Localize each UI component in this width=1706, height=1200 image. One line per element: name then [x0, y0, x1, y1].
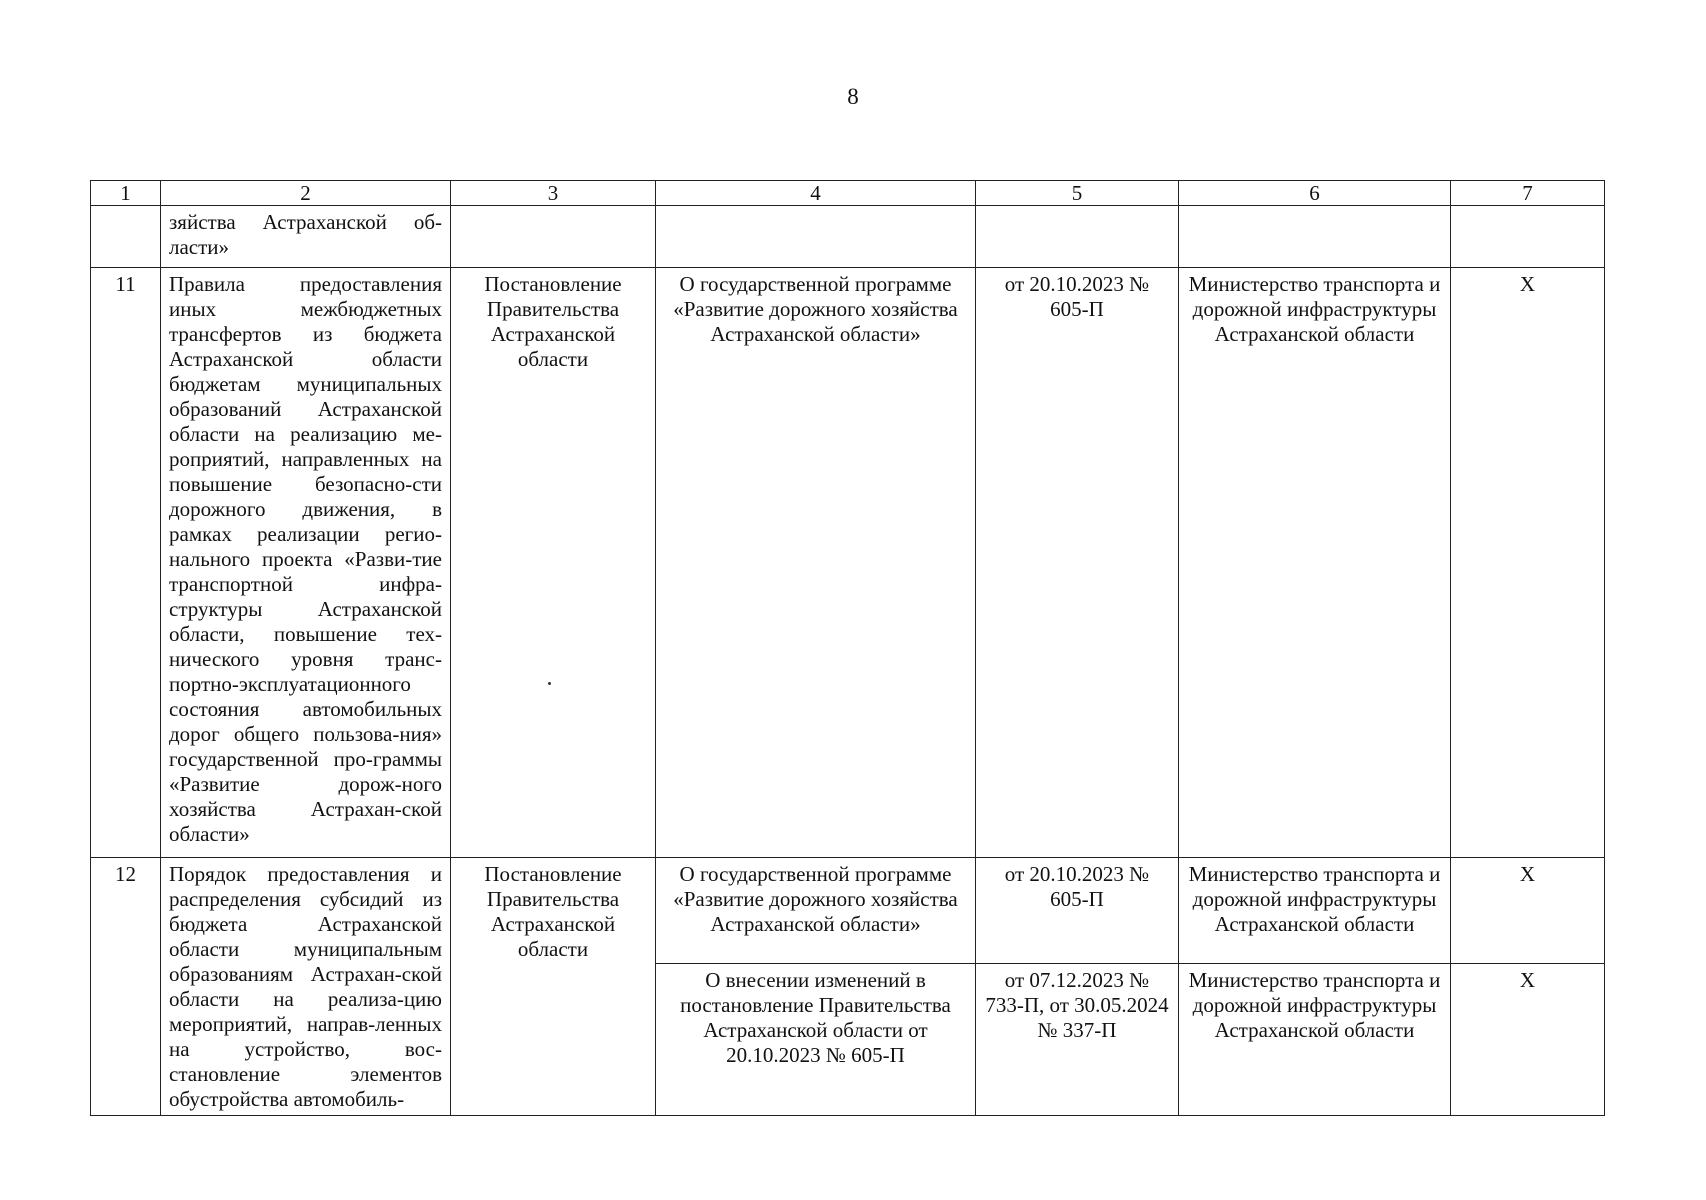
act-name: О внесении изменений в постановление Правительства Астраханской области от 20.10.2023 № 605-П: [656, 964, 976, 1116]
note: Х: [1451, 964, 1605, 1116]
act-type: [451, 206, 656, 268]
table-row-continuation: [91, 206, 1605, 268]
column-number: 2: [161, 181, 451, 206]
row-title: Правила предоставления иных межбюджетных трансфертов из бюджета Астраханской области бюджетам муниципальных образований Астраханской области на реализацию ме-роприятий, направленных на повышение безопасно-сти дорожного движения, в рамках реализации регио-нального проекта «Разви-тие транспортной инфра-структуры Астраханской области, повышение тех-нического уровня транс-портно-эксплуатационного состояния автомобильных дорог общего пользова-ния» государственной про-граммы «Развитие дорож-ного хозяйства Астрахан-ской области»: [161, 268, 451, 858]
executor: Министерство транспорта и дорожной инфраструктуры Астраханской области: [1179, 858, 1451, 964]
row-title: Порядок предоставления и распределения субсидий из бюджета Астраханской области муниципальным образованиям Астрахан-ской области на реализа-цию мероприятий, направ-ленных на устройство, вос-становление элементов обустройства автомобиль-: [161, 858, 451, 1116]
act-date-number: от 07.12.2023 № 733-П, от 30.05.2024 № 337-П: [976, 964, 1179, 1116]
column-number: 5: [976, 181, 1179, 206]
registry-table: [90, 180, 1605, 1116]
note: [1451, 206, 1605, 268]
column-number: 6: [1179, 181, 1451, 206]
note: Х: [1451, 858, 1605, 964]
column-number-row: [91, 181, 1605, 206]
act-type: Постановление Правительства Астраханской области: [451, 858, 656, 1116]
table-row-11: [91, 268, 1605, 858]
scan-speck: [548, 682, 551, 685]
note: Х: [1451, 268, 1605, 858]
row-title: зяйства Астраханской об-ласти»: [161, 206, 451, 268]
act-date-number: от 20.10.2023 № 605-П: [976, 858, 1179, 964]
act-date-number: от 20.10.2023 № 605-П: [976, 268, 1179, 858]
row-number: 11: [91, 268, 161, 858]
act-date-number: [976, 206, 1179, 268]
executor: Министерство транспорта и дорожной инфраструктуры Астраханской области: [1179, 268, 1451, 858]
executor: Министерство транспорта и дорожной инфраструктуры Астраханской области: [1179, 964, 1451, 1116]
act-name: [656, 206, 976, 268]
act-type: Постановление Правительства Астраханской области: [451, 268, 656, 858]
column-number: 4: [656, 181, 976, 206]
act-name: О государственной программе «Развитие дорожного хозяйства Астраханской области»: [656, 858, 976, 964]
act-name: О государственной программе «Развитие дорожного хозяйства Астраханской области»: [656, 268, 976, 858]
executor: [1179, 206, 1451, 268]
row-number: [91, 206, 161, 268]
table-row-12a: [91, 858, 1605, 964]
column-number: 3: [451, 181, 656, 206]
column-number: 1: [91, 181, 161, 206]
row-number: 12: [91, 858, 161, 1116]
page-number: 8: [847, 84, 859, 109]
column-number: 7: [1451, 181, 1605, 206]
